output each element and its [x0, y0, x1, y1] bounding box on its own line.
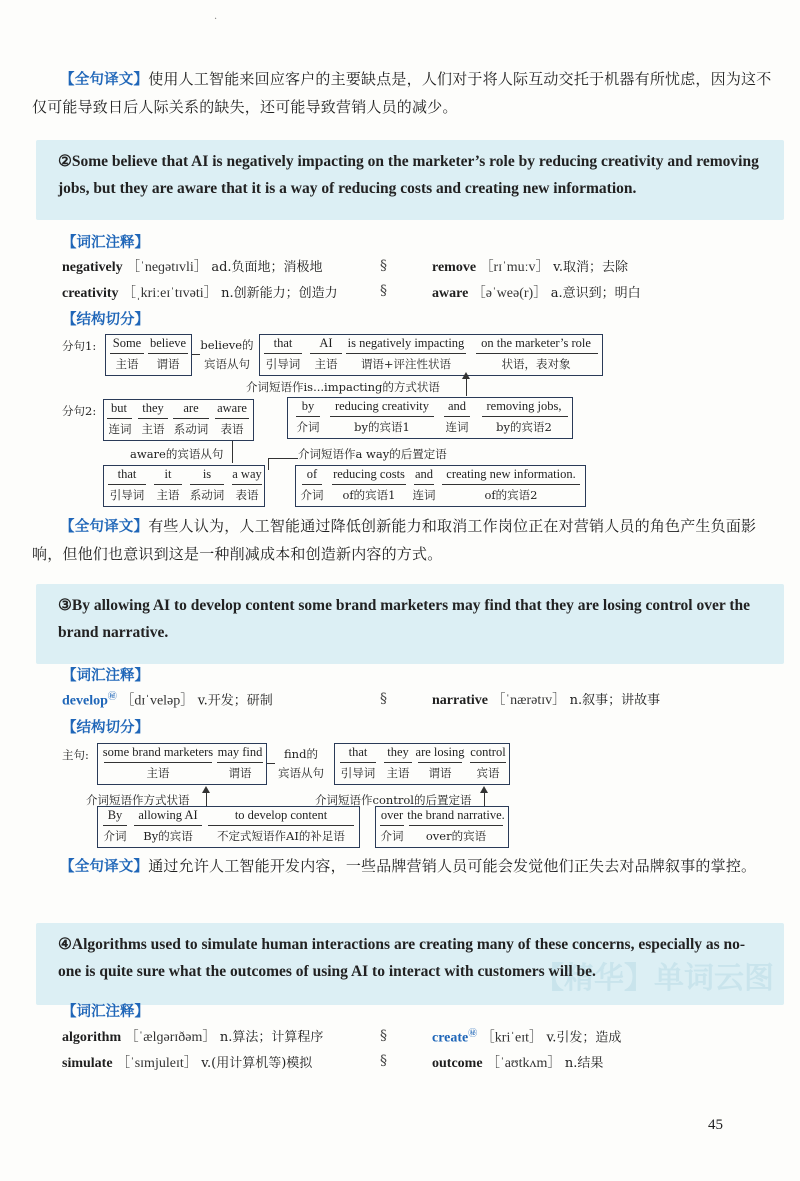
clause-label: 分句2:: [62, 404, 97, 418]
role: 连词: [108, 422, 132, 436]
word: removing jobs,: [486, 399, 562, 413]
role: of的宾语1: [342, 488, 396, 502]
translation-label: 【全句译文】: [60, 519, 149, 535]
link-note: 宾语从句: [278, 766, 324, 780]
role: 表语: [220, 422, 244, 436]
word: aware: [217, 401, 247, 415]
watermark: 【精华】单词云图: [534, 961, 774, 996]
role: 谓语: [228, 766, 252, 780]
role: 介词: [296, 420, 320, 434]
role: 系动词: [189, 488, 225, 502]
vocab-item: create㊙ ［kriˈeɪt］ v.引发；造成: [432, 1028, 622, 1046]
word: that: [273, 336, 293, 350]
role: 主语: [314, 357, 338, 371]
word: reducing creativity: [334, 399, 430, 413]
word: AI: [319, 336, 333, 350]
vocab-item: negatively ［ˈneɡətɪvli］ ad.负面地；消极地: [62, 260, 323, 275]
note: 介词短语作方式状语: [86, 793, 190, 807]
structure-label-3: 【结构切分】: [62, 720, 149, 736]
structure-label-2: 【结构切分】: [62, 312, 149, 328]
note: 介词短语作is...impacting的方式状语: [246, 380, 440, 394]
word: some brand marketers: [102, 745, 214, 759]
role: 介词: [300, 488, 324, 502]
word: the brand narrative.: [407, 808, 505, 822]
role: 介词: [380, 829, 404, 843]
vocab-item: narrative ［ˈnærətɪv］ n.叙事；讲故事: [432, 693, 661, 708]
note: aware的宾语从句: [130, 447, 224, 461]
role: 连词: [445, 420, 469, 434]
sentence-2: ②Some believe that AI is negatively impacting on the marketer’s role by reducing creativity and removing jobs, but they are aware that it is a way of reducing costs and creating new information.: [58, 153, 759, 197]
role: over的宾语: [425, 829, 487, 843]
role: by的宾语2: [496, 420, 552, 434]
word: but: [111, 401, 127, 415]
translation-3: 【全句译文】通过允许人工智能开发内容，一些品牌营销人员可能会发觉他们正失去对品牌叙事的掌控。: [60, 857, 757, 875]
role: 系动词: [173, 422, 209, 436]
word: allowing AI: [138, 808, 198, 822]
word: creating new information.: [446, 467, 576, 481]
vocab-label-4: 【词汇注释】: [62, 1004, 149, 1020]
separator-icon: §: [380, 258, 387, 274]
note: 介词短语作a way的后置定语: [298, 447, 447, 461]
sentence-4: ④Algorithms used to simulate human interactions are creating many of these concerns, especially as no-one is quite sure what the outcomes of using AI to interact with customers will be.: [58, 936, 746, 980]
translation-2: 【全句译文】有些人认为，人工智能通过降低创新能力和取消工作岗位正在对营销人员的角色产生负面影响，但他们也意识到这是一种削减成本和创造新内容的方式。: [32, 517, 757, 563]
role: 宾语: [476, 766, 500, 780]
word: to develop content: [234, 808, 328, 822]
word: are losing: [415, 745, 465, 759]
word: they: [142, 401, 164, 415]
word: a way: [232, 467, 262, 481]
link-note: 宾语从句: [204, 357, 250, 371]
word: reducing costs: [333, 467, 405, 481]
note: 介词短语作control的后置定语: [315, 793, 472, 807]
vocab-item: develop㊙ ［dɪˈveləp］ v.开发；研制: [62, 691, 273, 709]
separator-icon: §: [380, 283, 387, 299]
role: 谓语+评注性状语: [360, 357, 452, 371]
word: is: [202, 467, 212, 481]
word: it: [164, 467, 172, 481]
link-note: believe的: [200, 338, 254, 352]
sentence-3: ③By allowing AI to develop content some brand marketers may find that they are losing control over the brand narrative.: [58, 597, 750, 641]
vocab-item: remove ［rɪˈmuːv］ v.取消；去除: [432, 260, 628, 275]
role: by的宾语1: [354, 420, 410, 434]
separator-icon: §: [380, 1053, 387, 1069]
clause-label: 主句:: [62, 748, 89, 762]
word: on the marketer’s role: [481, 336, 591, 350]
role: 引导词: [265, 357, 301, 371]
role: 不定式短语作AI的补足语: [217, 829, 345, 843]
vocab-item: simulate ［ˈsɪmjuleɪt］ v.(用计算机等)模拟: [62, 1056, 313, 1071]
word: of: [306, 467, 318, 481]
word: that: [348, 745, 368, 759]
vocab-item: algorithm ［ˈælɡərɪðəm］ n.算法；计算程序: [62, 1030, 324, 1045]
word: they: [387, 745, 409, 759]
role: 主语: [386, 766, 410, 780]
role: 连词: [412, 488, 436, 502]
word: by: [301, 399, 315, 413]
vocab-item: aware ［əˈweə(r)］ a.意识到；明白: [432, 286, 641, 301]
link-note: find的: [284, 747, 318, 761]
role: 主语: [156, 488, 180, 502]
translation-label: 【全句译文】: [60, 859, 149, 875]
separator-icon: §: [380, 1028, 387, 1044]
page-number: 45: [708, 1117, 723, 1133]
clause-label: 分句1:: [62, 339, 97, 353]
sentence-box-4: [36, 923, 784, 1005]
top-mark: ·: [214, 14, 218, 25]
word: believe: [149, 336, 187, 350]
role: 主语: [115, 357, 139, 371]
role: By的宾语: [143, 829, 193, 843]
role: 介词: [103, 829, 127, 843]
word: By: [107, 808, 123, 822]
role: 引导词: [340, 766, 376, 780]
role: 表语: [235, 488, 259, 502]
word: over: [380, 808, 404, 822]
word: are: [183, 401, 199, 415]
word: may find: [217, 745, 263, 759]
word: and: [447, 399, 467, 413]
role: 谓语: [428, 766, 452, 780]
role: 主语: [146, 766, 170, 780]
separator-icon: §: [380, 691, 387, 707]
vocab-label-3: 【词汇注释】: [62, 668, 149, 684]
word: and: [414, 467, 434, 481]
role: 引导词: [109, 488, 145, 502]
word: that: [117, 467, 137, 481]
word: is negatively impacting: [347, 336, 465, 350]
translation-label: 【全句译文】: [60, 72, 149, 88]
role: of的宾语2: [484, 488, 538, 502]
role: 主语: [141, 422, 165, 436]
vocab-label-2: 【词汇注释】: [62, 235, 149, 251]
role: 谓语: [156, 357, 180, 371]
word: Some: [112, 336, 142, 350]
vocab-item: creativity ［ˌkriːeɪˈtɪvəti］ n.创新能力；创造力: [62, 286, 338, 301]
vocab-item: outcome ［ˈaʊtkʌm］ n.结果: [432, 1056, 604, 1071]
role: 状语，表对象: [501, 357, 571, 371]
word: control: [470, 745, 506, 759]
translation-1: 【全句译文】使用人工智能来回应客户的主要缺点是，人们对于将人际互动交托于机器有所忧虑，因为这不仅可能导致日后人际关系的缺失，还可能导致营销人员的减少。: [32, 70, 772, 116]
